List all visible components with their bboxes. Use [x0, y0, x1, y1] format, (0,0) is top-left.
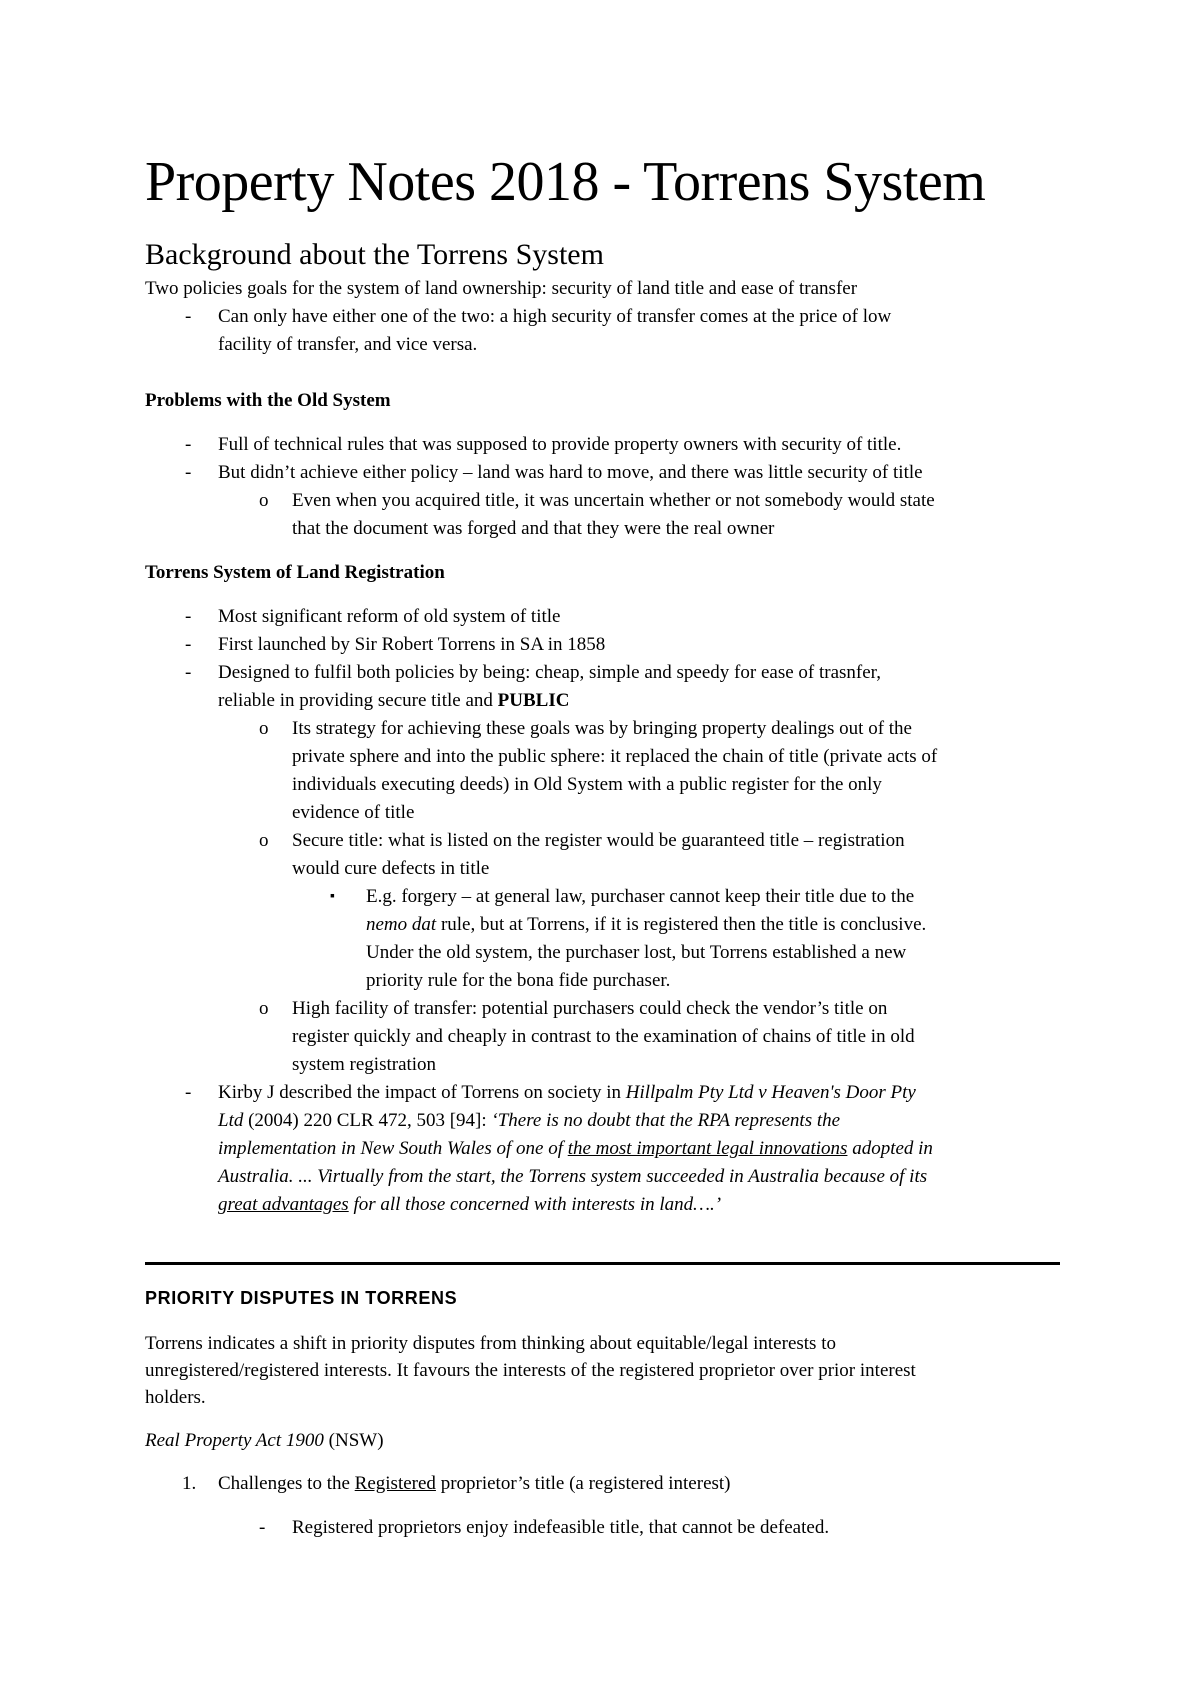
text-run: proprietor’s title (a registered interest)	[435, 1473, 731, 1494]
circle-bullet-marker: o	[259, 830, 269, 851]
dash-bullet-marker: -	[185, 434, 192, 455]
dash-bullet-marker: -	[185, 662, 192, 683]
old-system-sub-bullet: that the document was forged and that they were the real owner	[292, 518, 775, 539]
quote-underlined: the most important legal innovations	[567, 1138, 848, 1159]
background-bullet-line: facility of transfer, and vice versa.	[218, 334, 478, 355]
act-citation	[145, 1427, 384, 1455]
priority-paragraph-line: unregistered/registered interests. It favours the interests of the registered proprietor over prior interest	[145, 1360, 916, 1381]
kirby-quote-line: Australia. ... Virtually from the start, the Torrens system succeeded in Australia because of its	[218, 1166, 928, 1187]
dash-bullet-marker: -	[185, 1082, 192, 1103]
emphasis-public: PUBLIC	[497, 690, 570, 711]
case-name: Ltd	[218, 1110, 244, 1131]
registration-bullet: Designed to fulfil both policies by being: cheap, simple and speedy for ease of trasnfer,	[218, 662, 881, 683]
registration-bullet: First launched by Sir Robert Torrens in SA in 1858	[218, 634, 606, 655]
underlined-term: Registered	[354, 1473, 436, 1494]
quote-text: implementation in New South Wales of one of	[218, 1138, 568, 1159]
page-title: Property Notes 2018 - Torrens System	[145, 151, 986, 213]
latin-term: nemo dat	[366, 914, 437, 935]
kirby-quote-line	[218, 1191, 721, 1219]
registration-sub-bullet: private sphere and into the public sphere: it replaced the chain of title (private acts of	[292, 746, 938, 767]
old-system-heading: Problems with the Old System	[145, 390, 391, 411]
case-name: Hillpalm Pty Ltd v Heaven's Door Pty	[625, 1082, 916, 1103]
kirby-quote-line	[218, 1135, 933, 1163]
act-name: Real Property Act 1900	[145, 1430, 324, 1451]
registration-heading: Torrens System of Land Registration	[145, 562, 445, 583]
registration-sub-bullet: Its strategy for achieving these goals was by bringing property dealings out of the	[292, 718, 912, 739]
kirby-quote-line	[218, 1107, 840, 1135]
text-run: rule, but at Torrens, if it is registered then the title is conclusive.	[436, 914, 927, 935]
old-system-bullet: But didn’t achieve either policy – land was hard to move, and there was little security of title	[218, 462, 923, 483]
registration-sub-bullet: evidence of title	[292, 802, 415, 823]
dash-bullet-marker: -	[185, 606, 192, 627]
text-run: reliable in providing secure title and	[218, 690, 498, 711]
registration-sub-bullet: register quickly and cheaply in contrast to the examination of chains of title in old	[292, 1026, 915, 1047]
background-intro: Two policies goals for the system of land ownership: security of land title and ease of transfer	[145, 278, 858, 299]
background-heading: Background about the Torrens System	[145, 238, 604, 271]
registration-subsub-bullet: Under the old system, the purchaser lost, but Torrens established a new	[366, 942, 907, 963]
registration-subsub-bullet: E.g. forgery – at general law, purchaser cannot keep their title due to the	[366, 886, 915, 907]
background-bullet-line: Can only have either one of the two: a high security of transfer comes at the price of low	[218, 306, 892, 327]
dash-bullet-marker: -	[185, 462, 192, 483]
square-bullet-marker: ▪	[330, 889, 335, 904]
priority-paragraph-line: Torrens indicates a shift in priority disputes from thinking about equitable/legal interests to	[145, 1333, 836, 1354]
dash-bullet-marker: -	[259, 1517, 266, 1538]
registration-subsub-bullet	[366, 911, 926, 939]
numbered-item-sub-bullet: Registered proprietors enjoy indefeasible title, that cannot be defeated.	[292, 1517, 830, 1538]
registration-sub-bullet: would cure defects in title	[292, 858, 490, 879]
list-number: 1.	[182, 1473, 197, 1494]
quote-text: ‘There is no doubt that the RPA represents the	[491, 1110, 841, 1131]
registration-subsub-bullet: priority rule for the bona fide purchaser.	[366, 970, 671, 991]
old-system-bullet: Full of technical rules that was supposed to provide property owners with security of title.	[218, 434, 902, 455]
circle-bullet-marker: o	[259, 998, 269, 1019]
old-system-sub-bullet: Even when you acquired title, it was uncertain whether or not somebody would state	[292, 490, 935, 511]
registration-sub-bullet: High facility of transfer: potential purchasers could check the vendor’s title on	[292, 998, 888, 1019]
quote-underlined: great advantages	[218, 1194, 349, 1215]
dash-bullet-marker: -	[185, 306, 192, 327]
quote-text: adopted in	[847, 1138, 933, 1159]
registration-sub-bullet: Secure title: what is listed on the register would be guaranteed title – registration	[292, 830, 905, 851]
registration-sub-bullet: system registration	[292, 1054, 437, 1075]
horizontal-rule	[145, 1262, 1060, 1265]
quote-text: for all those concerned with interests in land….’	[348, 1194, 722, 1215]
text-run: Kirby J described the impact of Torrens on society in	[218, 1082, 626, 1103]
dash-bullet-marker: -	[185, 634, 192, 655]
priority-paragraph-line: holders.	[145, 1387, 206, 1408]
registration-bullet	[218, 687, 569, 715]
registration-sub-bullet: individuals executing deeds) in Old System with a public register for the only	[292, 774, 882, 795]
circle-bullet-marker: o	[259, 718, 269, 739]
jurisdiction: (NSW)	[323, 1430, 384, 1451]
circle-bullet-marker: o	[259, 490, 269, 511]
registration-bullet: Most significant reform of old system of title	[218, 606, 561, 627]
numbered-item	[218, 1470, 731, 1498]
text-run: Challenges to the	[218, 1473, 355, 1494]
kirby-quote-line	[218, 1079, 916, 1107]
citation: (2004) 220 CLR 472, 503 [94]:	[243, 1110, 492, 1131]
priority-heading: PRIORITY DISPUTES IN TORRENS	[145, 1288, 458, 1308]
